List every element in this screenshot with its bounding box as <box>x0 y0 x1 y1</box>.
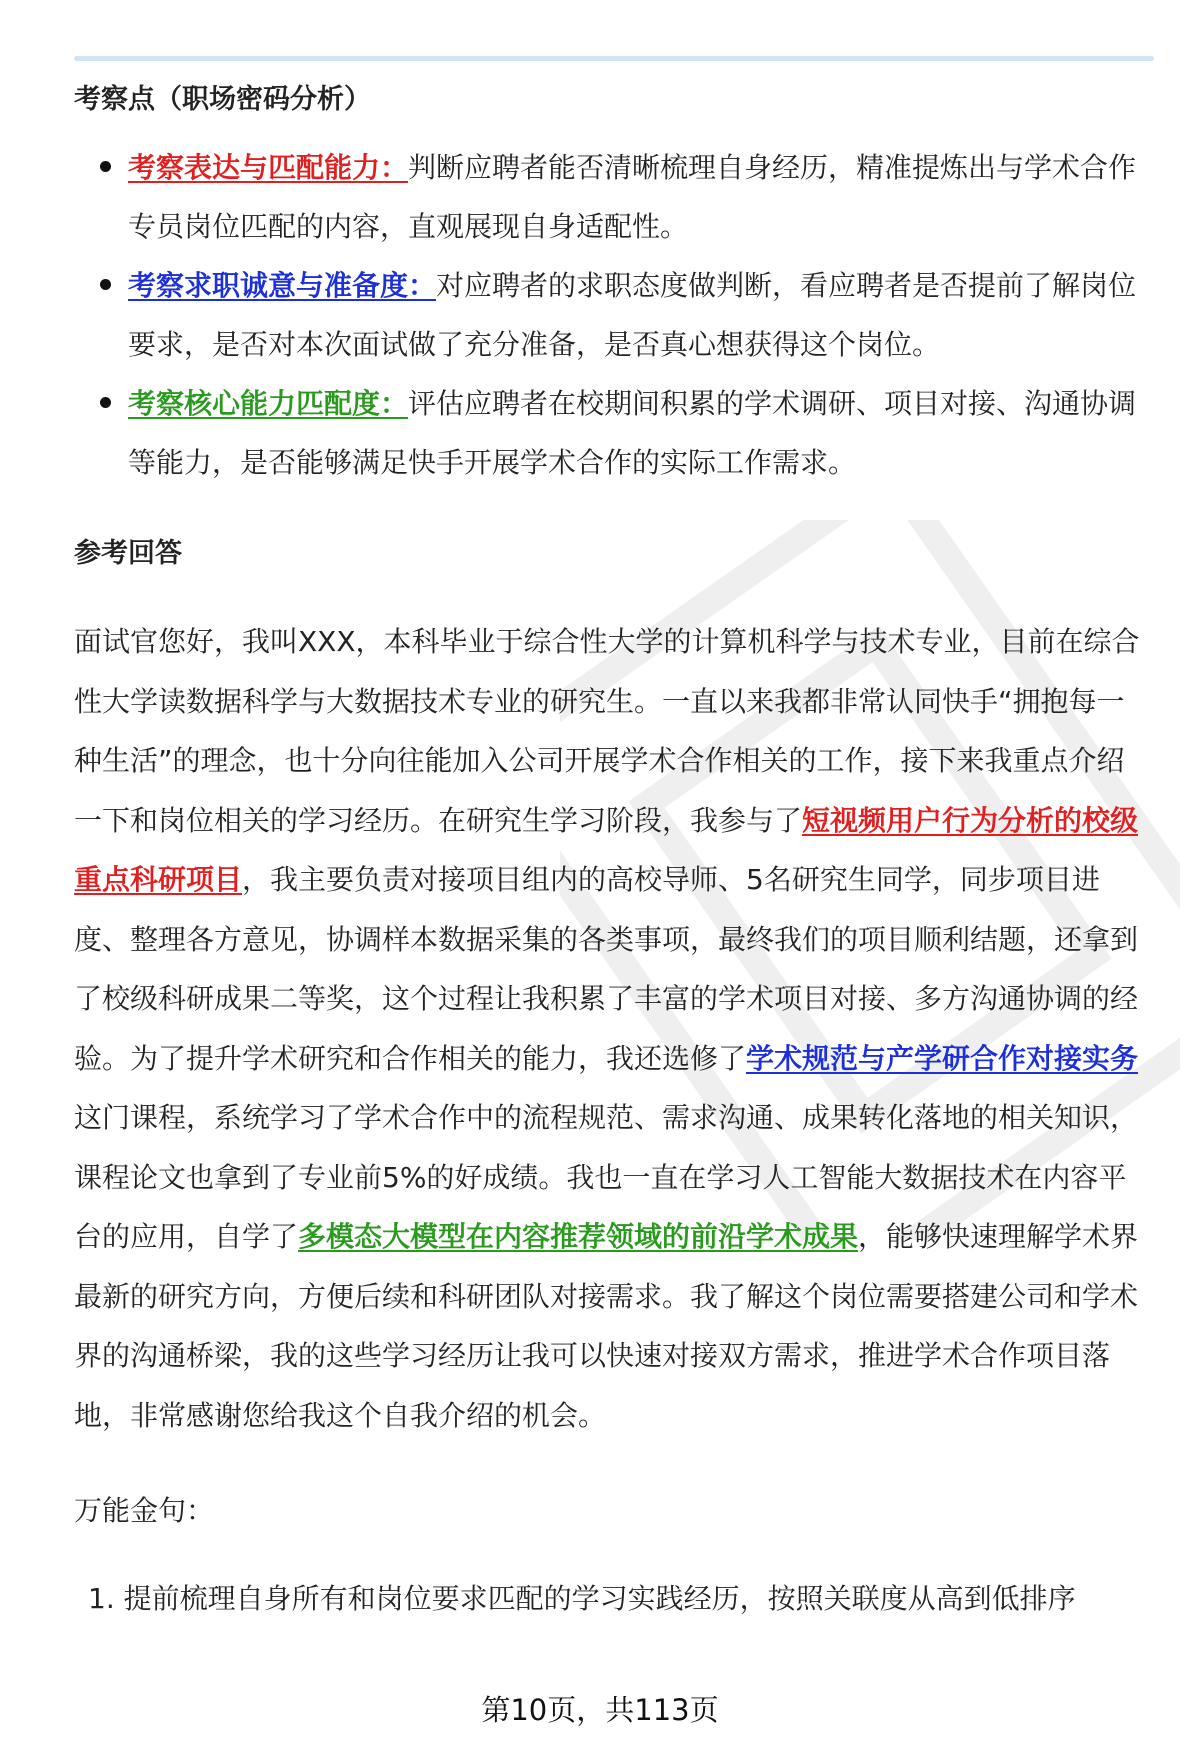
answer-paragraph <box>74 612 1144 1445</box>
list-item <box>74 256 1144 374</box>
answer-text: 面试官您好，我叫XXX，本科毕业于综合性大学的计算机科学与技术专业，目前在综合性大学读数据科学与大数据技术专业的研究生。一直以来我都非常认同快手“拥抱每一种生活”的理念，也十分向往能加入公司开展学术合作相关的工作，接下来我重点介绍一下和岗位相关的学习经历。在研究生学习阶段，我参与了 <box>74 625 1140 837</box>
top-divider <box>74 56 1154 61</box>
item-text: 提前梳理自身所有和岗位要求匹配的学习实践经历，按照关联度从高到低排序 <box>123 1582 1076 1615</box>
page-content <box>74 78 1144 1621</box>
answer-text: 这门课程，系统学习了学术合作中的流程规范、需求沟通、成果转化落地的相关知识，课程论文也拿到了专业前5%的好成绩。我也一直在学习人工智能大数据技术在内容平台的应用，自学了 <box>74 1101 1139 1253</box>
list-item <box>74 374 1144 492</box>
highlight-link-research[interactable]: 多模态大模型在内容推荐领域的前沿学术成果 <box>298 1220 859 1253</box>
answer-text: ，我主要负责对接项目组内的高校导师、5名研究生同学，同步项目进度、整理各方意见，协调样本数据采集的各类事项，最终我们的项目顺利结题，还拿到了校级科研成果二等奖，这个过程让我积累了丰富的学术项目对接、多方沟通协调的经验。为了提升学术研究和合作相关的能力，我还选修了 <box>74 863 1139 1075</box>
keyword-link[interactable]: 考察核心能力匹配度： <box>128 387 409 420</box>
item-number: 1. <box>88 1582 115 1615</box>
page-number: 第10页，共113页 <box>481 1693 719 1727</box>
section-title-answer: 参考回答 <box>74 538 182 569</box>
highlight-link-project[interactable]: 短视频用户行为分析的校级重点科研项目 <box>74 803 1139 896</box>
answer-text: ，能够快速理解学术界最新的研究方向，方便后续和科研团队对接需求。我了解这个岗位需要搭建公司和学术界的沟通桥梁，我的这些学习经历让我可以快速对接双方需求，推进学术合作项目落地，非常感谢您给我这个自我介绍的机会。 <box>74 1220 1139 1432</box>
keyword-link[interactable]: 考察求职诚意与准备度： <box>128 269 437 302</box>
item-text: 评估应聘者在校期间积累的学术调研、项目对接、沟通协调等能力，是否能够满足快手开展学术合作的实际工作需求。 <box>128 387 1137 479</box>
section-title-golden-sentences: 万能金句： <box>74 1494 215 1527</box>
list-item <box>74 1577 1144 1621</box>
highlight-link-course[interactable]: 学术规范与产学研合作对接实务 <box>746 1041 1139 1075</box>
item-text: 判断应聘者能否清晰梳理自身经历，精准提炼出与学术合作专员岗位匹配的内容，直观展现自身适配性。 <box>128 151 1137 243</box>
keyword-link[interactable]: 考察表达与匹配能力： <box>128 151 409 184</box>
assessment-list <box>74 138 1144 492</box>
list-item <box>74 138 1144 256</box>
item-text: 对应聘者的求职态度做判断，看应聘者是否提前了解岗位要求，是否对本次面试做了充分准备，是否真心想获得这个岗位。 <box>128 269 1137 361</box>
golden-sentence-list <box>74 1577 1144 1621</box>
section-title-assessment: 考察点（职场密码分析） <box>74 84 371 115</box>
